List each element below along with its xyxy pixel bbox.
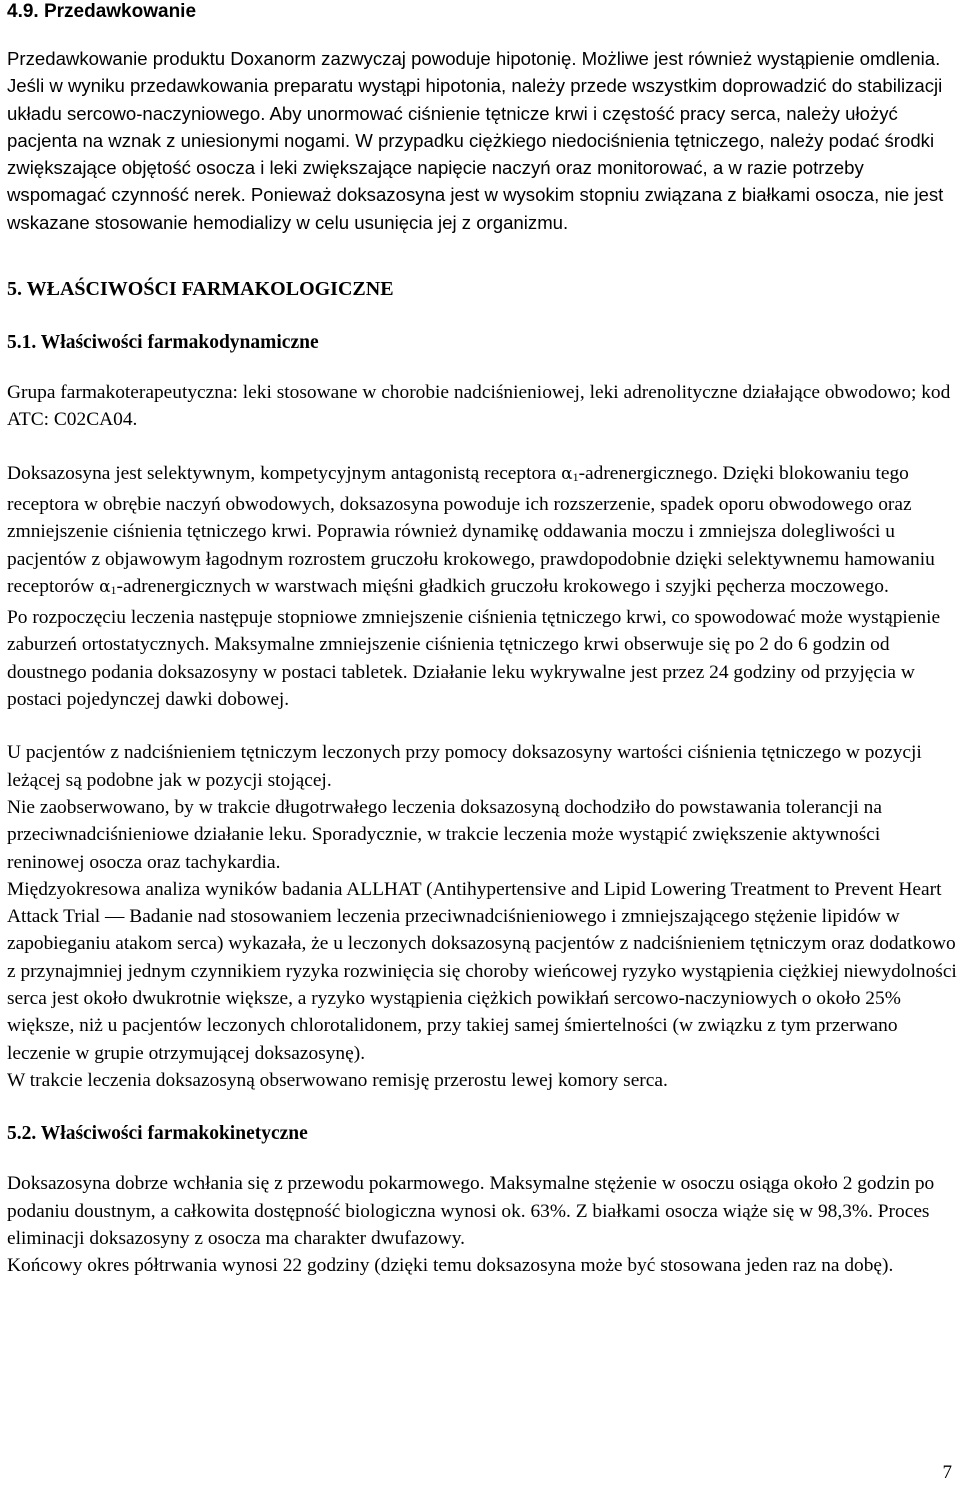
paragraph-mechanism <box>7 460 957 604</box>
mechanism-text-3: -adrenergicznych w warstwach mięśni gładkich gruczołu krokowego i szyjki pęcherza moczowego. <box>116 575 889 597</box>
mechanism-text-2: -adrenergicznego. Dzięki blokowaniu tego receptora w obrębie naczyń obwodowych, doksazosyna powoduje ich rozszerzenie, spadek oporu obwodowego oraz zmniejszenie ciśnienia tętniczego krwi. Poprawia również dynamikę oddawania moczu i zmniejsza dolegliwości u pacjentów z objawowym łagodnym rozrostem gruczołu krokowego, prawdopodobnie dzięki selektywnemu hamowaniu receptorów <box>7 462 935 597</box>
section-heading-pharmacokinetics: 5.2. Właściwości farmakokinetyczne <box>7 1123 308 1145</box>
section-heading-pharmacodynamics: 5.1. Właściwości farmakodynamiczne <box>7 332 319 354</box>
paragraph-half-life: Końcowy okres półtrwania wynosi 22 godziny (dzięki temu doksazosyna może być stosowana jeden raz na dobę). <box>7 1255 894 1277</box>
alpha-symbol: α <box>99 576 111 597</box>
alpha-symbol: α <box>561 463 573 484</box>
section-heading-overdose: 4.9. Przedawkowanie <box>7 1 197 22</box>
document-page <box>7 0 957 1279</box>
paragraph-remission: W trakcie leczenia doksazosyną obserwowano remisję przerostu lewej komory serca. <box>7 1069 668 1091</box>
overdose-intro-text: Przedawkowanie produktu Doxanorm zazwyczaj powoduje hipotonię. Możliwe jest również wystąpienie omdlenia. <box>7 48 941 69</box>
paragraph-onset: Po rozpoczęciu leczenia następuje stopniowe zmniejszenie ciśnienia tętniczego krwi, co spowodować może wystąpienie zaburzeń ortostatycznych. Maksymalne zmniejszenie ciśnienia tętniczego krwi obserwuje się po 2 do 6 godzin od doustnego podania doksazosyny w postaci tabletek. Działanie leku wykrywalne jest przez 24 godziny od przyjęcia w postaci pojedynczej dawki dobowej. <box>7 607 941 711</box>
page-number: 7 <box>942 1462 952 1483</box>
paragraph-supine-standing: U pacjentów z nadciśnieniem tętniczym leczonych przy pomocy doksazosyny wartości ciśnienia tętniczego w pozycji leżącej są podobne jak w pozycji stojącej. <box>7 742 922 791</box>
alpha-subscript: 1 <box>110 582 117 597</box>
paragraph-overdose-treatment <box>7 72 957 236</box>
paragraph-overdose-intro <box>7 45 957 72</box>
paragraph-pharmacotherapeutic-group: Grupa farmakoterapeutyczna: leki stosowane w chorobie nadciśnieniowej, leki adrenolityczne działające obwodowo; kod ATC: C02CA04. <box>7 382 951 431</box>
section-heading-pharmacological: 5. WŁAŚCIWOŚCI FARMAKOLOGICZNE <box>7 278 394 301</box>
alpha-subscript: 1 <box>572 469 579 484</box>
paragraph-absorption: Doksazosyna dobrze wchłania się z przewodu pokarmowego. Maksymalne stężenie w osoczu osiąga około 2 godzin po podaniu doustnym, a całkowita dostępność biologiczna wynosi ok. 63%. Z białkami osocza wiąże się w 98,3%. Proces eliminacji doksazosyny z osocza ma charakter dwufazowy. <box>7 1173 935 1249</box>
overdose-treatment-text: Jeśli w wyniku przedawkowania preparatu wystąpi hipotonia, należy przede wszystkim doprowadzić do stabilizacji układu sercowo-naczyniowego. Aby unormować ciśnienie tętnicze krwi i częstość pracy serca, należy ułożyć pacjenta na wznak z uniesionymi nogami. W przypadku ciężkiego niedociśnienia tętniczego, należy podać środki zwiększające objętość osocza i leki zwiększające napięcie naczyń oraz monitorować, a w razie potrzeby wspomagać czynność nerek. Ponieważ doksazosyna jest w wysokim stopniu związana z białkami osocza, nie jest wskazane stosowanie hemodializy w celu usunięcia jej z organizmu. <box>7 75 944 233</box>
paragraph-allhat: Międzyokresowa analiza wyników badania ALLHAT (Antihypertensive and Lipid Lowering Treatment to Prevent Heart Attack Trial ― Badanie nad stosowaniem leczenia przeciwnadciśnieniowego i zmniejszającego stężenie lipidów w zapobieganiu atakom serca) wykazała, że u leczonych doksazosyną pacjentów z nadciśnieniem tętniczym oraz dodatkowo z przynajmniej jednym czynnikiem ryzyka rozwinięcia się choroby wieńcowej ryzyko wystąpienia ciężkiej niewydolności serca jest około dwukrotnie większe, a ryzyko wystąpienia ciężkich powikłań sercowo-naczyniowych o około 25% większe, niż u pacjentów leczonych chlorotalidonem, przy takiej samej śmiertelności (w związku z tym przerwano leczenie w grupie otrzymującej doksazosynę). <box>7 878 957 1064</box>
paragraph-tolerance: Nie zaobserwowano, by w trakcie długotrwałego leczenia doksazosyną dochodziło do powstawania tolerancji na przeciwnadciśnieniowe działanie leku. Sporadycznie, w trakcie leczenia może wystąpić zwiększenie aktywności reninowej osocza oraz tachykardia. <box>7 796 882 873</box>
mechanism-text-1: Doksazosyna jest selektywnym, kompetycyjnym antagonistą receptora <box>7 462 562 484</box>
